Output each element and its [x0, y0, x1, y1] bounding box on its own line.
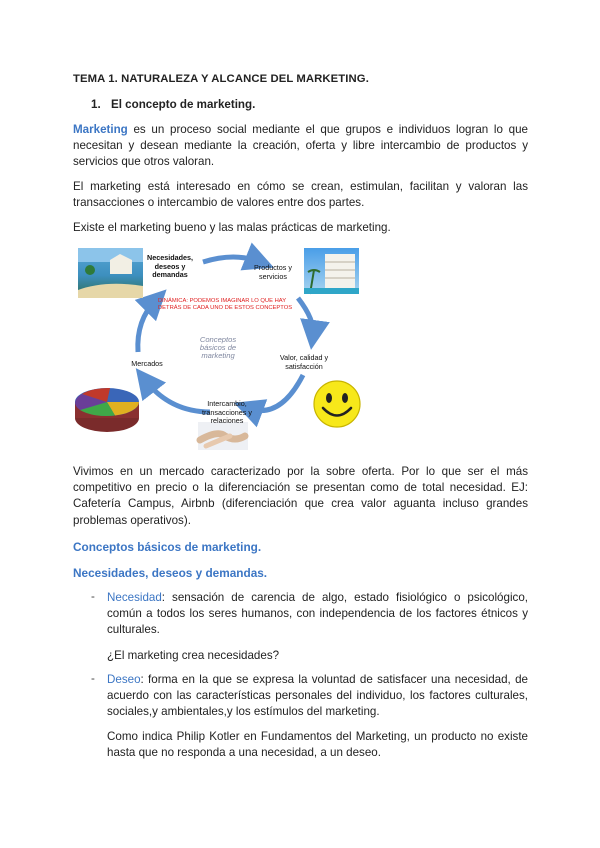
marketing-term: Marketing — [73, 123, 128, 136]
list-item-desire — [107, 672, 528, 721]
smiley-face-icon — [312, 379, 362, 429]
paragraph-definition — [73, 122, 528, 171]
label-products: Productos y servicios — [254, 263, 292, 281]
handshake-image — [198, 422, 248, 450]
question-text: ¿El marketing crea necesidades? — [107, 649, 280, 662]
definition-text: es un proceso social mediante el que grupos e individuos logran lo que necesitan y desean mediante la creación, oferta y libre intercambio de productos y servicios que otros valoran. — [73, 123, 528, 169]
paragraph-interest: El marketing está interesado en cómo se crean, estimulan, facilitan y valoran las transacciones o intercambio de valores entre dos partes. — [73, 180, 528, 210]
list-bullet: - — [91, 590, 95, 603]
need-text: : sensación de carencia de algo, estado fisiológico o psicológico, común a todos los seres humanos, con independencia de los factores étnicos y culturales. — [107, 591, 528, 637]
arrow-value-to-exchange — [248, 375, 303, 411]
pie-chart-image — [75, 388, 139, 432]
label-exchange: Intercambio, transacciones y relaciones — [202, 399, 252, 425]
heading-basic-concepts: Conceptos básicos de marketing. — [73, 540, 262, 554]
paragraph-good-bad: Existe el marketing bueno y las malas prácticas de marketing. — [73, 221, 391, 234]
arrow-markets-to-needs — [138, 300, 156, 352]
label-markets: Mercados — [131, 359, 163, 368]
arrow-needs-to-products — [203, 257, 260, 262]
desire-text: : forma en la que se expresa la voluntad de satisfacer una necesidad, de acuerdo con las características personales del individuo, los factores culturales, sociales,y ambientales,y los estímulos del marketing. — [107, 673, 528, 719]
section-heading — [91, 98, 255, 111]
paragraph-kotler: Como indica Philip Kotler en Fundamentos del Marketing, un producto no existe hasta que no responda a una necesidad, a un deseo. — [107, 730, 528, 760]
beach-photo — [78, 248, 143, 298]
need-term: Necesidad — [107, 591, 162, 604]
section-number: 1. — [91, 98, 101, 111]
desire-term: Deseo — [107, 673, 141, 686]
label-value: Valor, calidad y satisfacción — [279, 353, 329, 371]
label-dynamic-note: DINÁMICA: PODEMOS IMAGINAR LO QUE HAY DETRÁS DE CADA UNO DE ESTOS CONCEPTOS — [158, 298, 293, 311]
section-label: El concepto de marketing. — [111, 98, 256, 111]
label-needs: Necesidades, deseos y demandas — [147, 253, 193, 279]
hotel-photo — [304, 248, 359, 294]
list-item-need — [107, 590, 528, 639]
list-bullet: - — [91, 672, 95, 685]
heading-needs-desires: Necesidades, deseos y demandas. — [73, 566, 268, 580]
document-title: TEMA 1. NATURALEZA Y ALCANCE DEL MARKETING. — [73, 73, 369, 85]
label-center-concepts: Conceptos básicos de marketing — [199, 335, 237, 360]
paragraph-market: Vivimos en un mercado caracterizado por la sobre oferta. Por lo que ser el más competitivo en precio o la diferenciación se presentan como de total necesidad. EJ: Cafetería Campus, Airbnb (diferenciación que crea valor aguanta incluso grandes problemas operativos). — [73, 465, 528, 527]
